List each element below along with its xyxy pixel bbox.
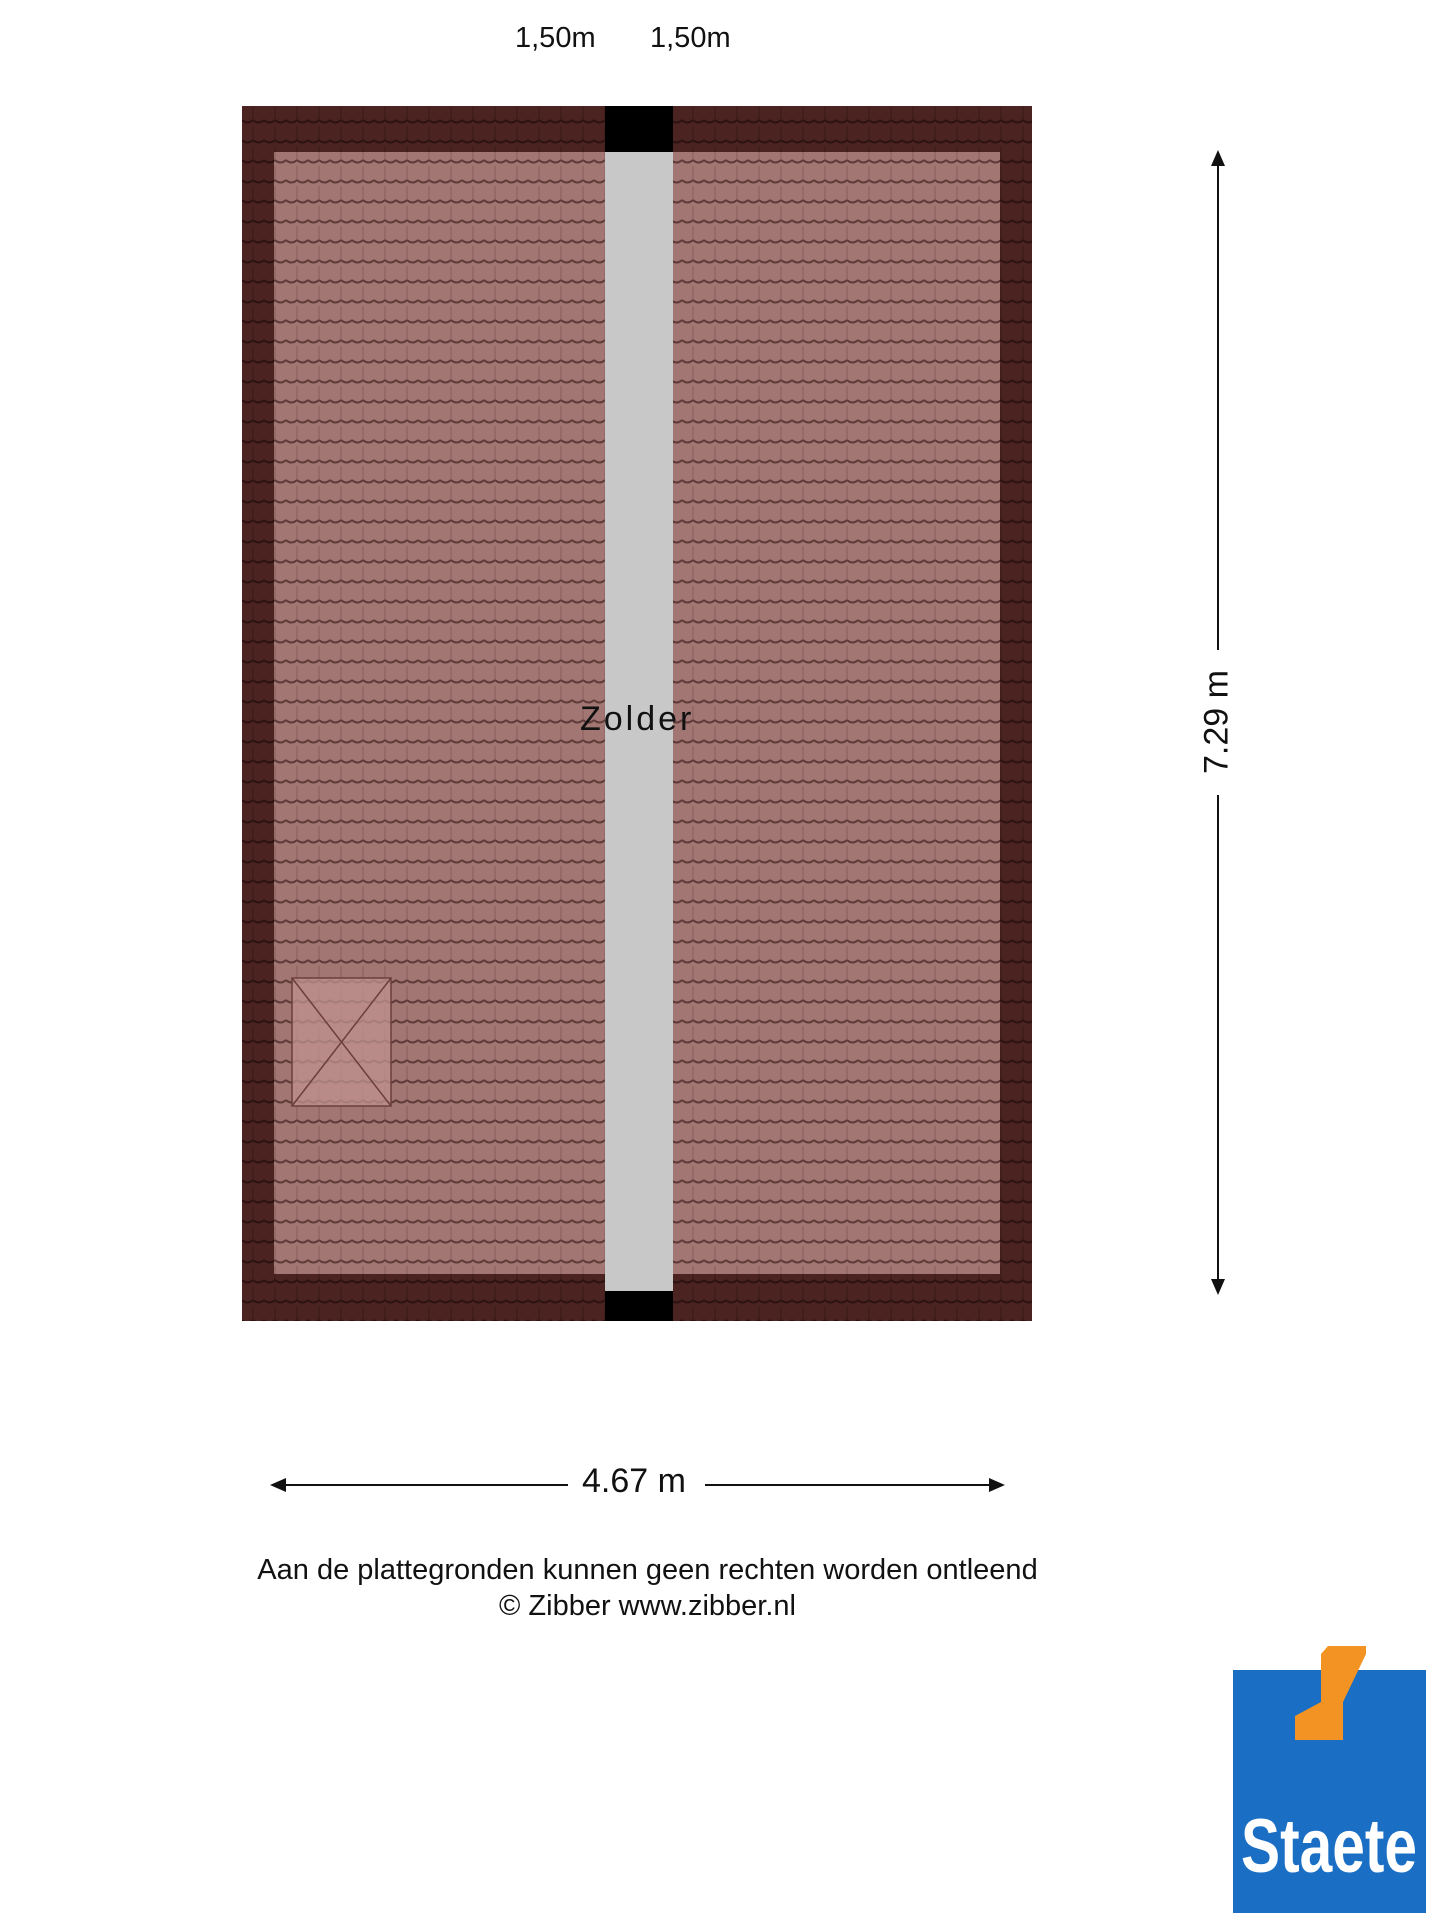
disclaimer bbox=[0, 1552, 1295, 1624]
disclaimer-text: Aan de plattegronden kunnen geen rechten worden ontleend bbox=[257, 1554, 1038, 1586]
ridge-end-bottom bbox=[605, 1291, 673, 1321]
logo-text: Staete bbox=[1241, 1804, 1417, 1889]
room-label: Zolder bbox=[580, 700, 695, 738]
copyright-text: © Zibber www.zibber.nl bbox=[499, 1590, 796, 1622]
dimension-height: 7.29 m bbox=[1197, 670, 1236, 774]
dimension-top-right: 1,50m bbox=[650, 22, 731, 54]
roof-hatch-icon bbox=[292, 978, 391, 1106]
ridge-end-top bbox=[605, 106, 673, 152]
dimension-width: 4.67 m bbox=[582, 1462, 686, 1500]
dimension-top-left: 1,50m bbox=[515, 22, 596, 54]
staete-logo bbox=[1233, 1646, 1426, 1913]
